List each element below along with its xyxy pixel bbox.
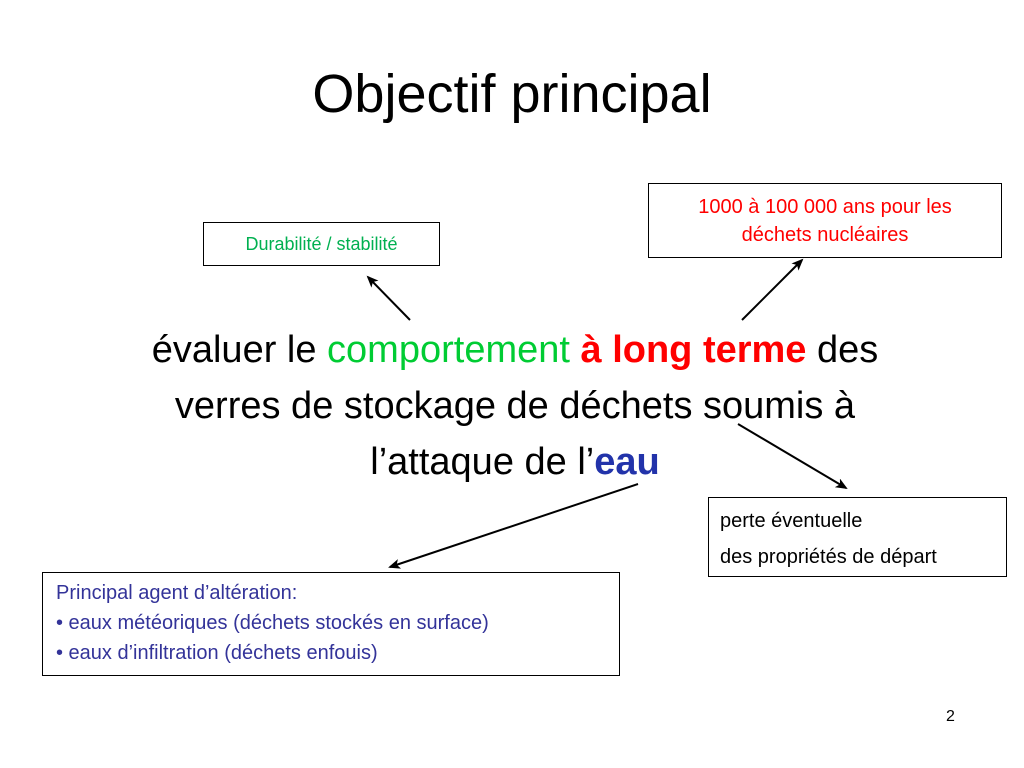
agent-line-3: • eaux d’infiltration (déchets enfouis): [56, 642, 378, 664]
durabilite-label: Durabilité / stabilité: [245, 234, 398, 254]
arrow-to-agent: [390, 484, 638, 567]
main-text-des: des: [806, 329, 879, 371]
arrow-to-duree: [742, 260, 802, 320]
duree-line-2: déchets nucléaires: [741, 224, 909, 246]
agent-line-2: • eaux météoriques (déchets stockés en surface): [56, 612, 489, 634]
main-text-prefix: évaluer le: [151, 329, 328, 371]
main-line-2: verres de stockage de déchets soumis à: [174, 385, 856, 427]
comportement-text: comportement: [327, 329, 570, 371]
perte-line-1: perte éventuelle: [720, 510, 863, 532]
main-text-attaque: l’attaque de l’: [370, 441, 595, 483]
duree-line-1: 1000 à 100 000 ans pour les: [698, 196, 952, 218]
arrow-to-durabilite: [368, 277, 410, 320]
long-terme-text: à long terme: [580, 329, 807, 371]
eau-text: eau: [594, 441, 660, 483]
slide-title: Objectif principal: [312, 64, 712, 124]
page-number: 2: [946, 708, 955, 725]
arrow-to-perte: [738, 424, 846, 488]
perte-line-2: des propriétés de départ: [720, 546, 937, 568]
agent-line-1: Principal agent d’altération:: [56, 582, 298, 604]
